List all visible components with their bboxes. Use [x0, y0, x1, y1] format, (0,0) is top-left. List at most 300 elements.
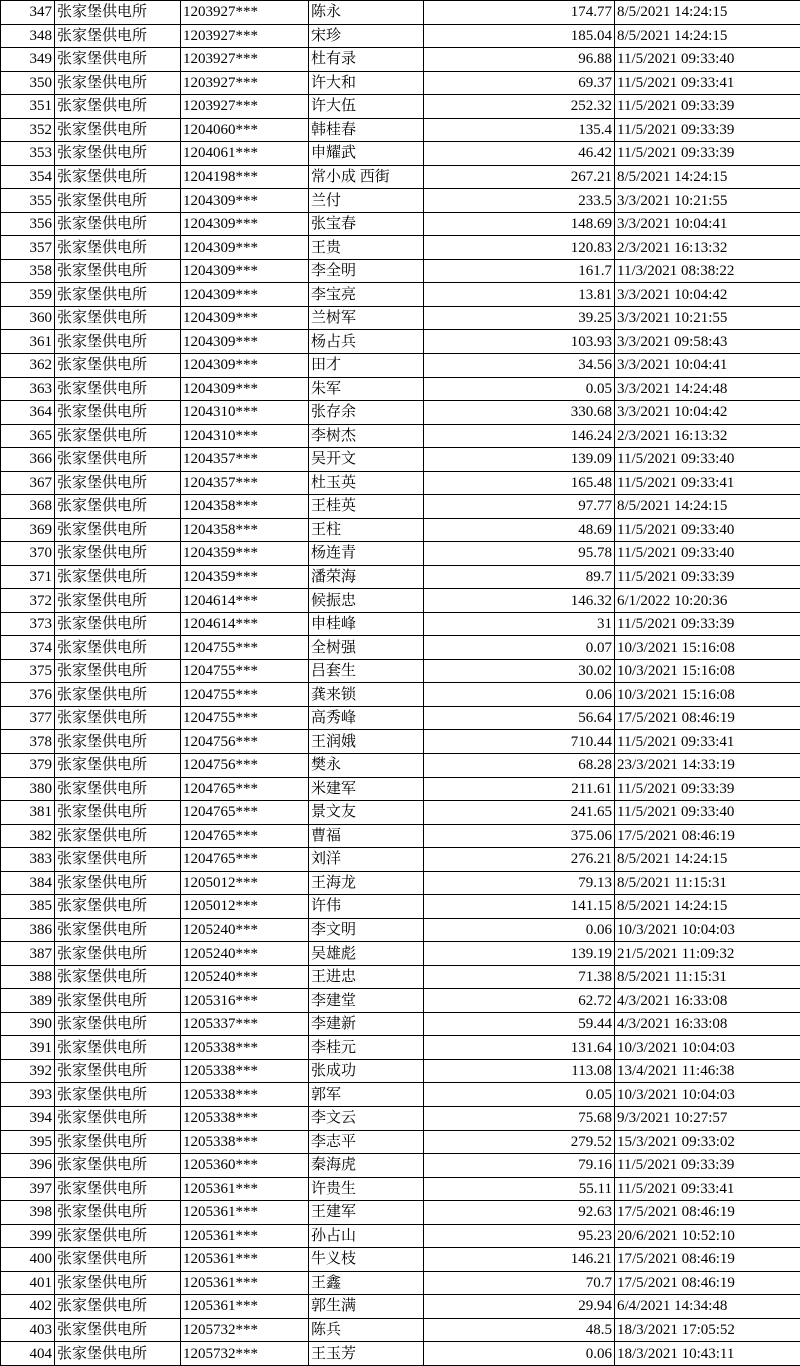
- row-index: 381: [1, 801, 55, 825]
- table-row: [1, 612, 800, 636]
- amount-cell: 95.78: [424, 542, 615, 566]
- name-cell: 王润娥: [309, 730, 424, 754]
- row-index: 380: [1, 777, 55, 801]
- amount-cell: 113.08: [424, 1059, 615, 1083]
- table-row: [1, 1177, 800, 1201]
- table-row: [1, 871, 800, 895]
- station-cell: 张家堡供电所: [55, 401, 181, 425]
- table-row: [1, 1059, 800, 1083]
- name-cell: 兰树军: [309, 306, 424, 330]
- name-cell: 宋珍: [309, 24, 424, 48]
- station-cell: 张家堡供电所: [55, 1318, 181, 1342]
- amount-cell: 233.5: [424, 189, 615, 213]
- account-cell: 1204309***: [181, 377, 309, 401]
- amount-cell: 161.7: [424, 259, 615, 283]
- row-index: 372: [1, 589, 55, 613]
- station-cell: 张家堡供电所: [55, 448, 181, 472]
- timestamp-cell: 8/5/2021 14:24:15: [615, 165, 800, 189]
- account-cell: 1205361***: [181, 1295, 309, 1319]
- amount-cell: 211.61: [424, 777, 615, 801]
- station-cell: 张家堡供电所: [55, 212, 181, 236]
- table-row: [1, 1036, 800, 1060]
- name-cell: 张存余: [309, 401, 424, 425]
- timestamp-cell: 3/3/2021 10:04:42: [615, 401, 800, 425]
- table-row: [1, 801, 800, 825]
- row-index: 355: [1, 189, 55, 213]
- timestamp-cell: 11/5/2021 09:33:39: [615, 118, 800, 142]
- timestamp-cell: 11/5/2021 09:33:39: [615, 612, 800, 636]
- table-row: [1, 283, 800, 307]
- row-index: 404: [1, 1342, 55, 1366]
- row-index: 349: [1, 48, 55, 72]
- row-index: 362: [1, 353, 55, 377]
- timestamp-cell: 9/3/2021 10:27:57: [615, 1106, 800, 1130]
- row-index: 367: [1, 471, 55, 495]
- name-cell: 候振忠: [309, 589, 424, 613]
- station-cell: 张家堡供电所: [55, 565, 181, 589]
- row-index: 387: [1, 942, 55, 966]
- timestamp-cell: 10/3/2021 10:04:03: [615, 1036, 800, 1060]
- name-cell: 秦海虎: [309, 1154, 424, 1178]
- amount-cell: 0.07: [424, 636, 615, 660]
- amount-cell: 139.19: [424, 942, 615, 966]
- timestamp-cell: 11/5/2021 09:33:40: [615, 801, 800, 825]
- table-row: [1, 448, 800, 472]
- amount-cell: 174.77: [424, 1, 615, 25]
- amount-cell: 70.7: [424, 1271, 615, 1295]
- station-cell: 张家堡供电所: [55, 330, 181, 354]
- row-index: 365: [1, 424, 55, 448]
- table-row: [1, 1106, 800, 1130]
- amount-cell: 141.15: [424, 895, 615, 919]
- account-cell: 1204309***: [181, 330, 309, 354]
- name-cell: 王海龙: [309, 871, 424, 895]
- row-index: 389: [1, 989, 55, 1013]
- table-row: [1, 730, 800, 754]
- station-cell: 张家堡供电所: [55, 918, 181, 942]
- amount-cell: 241.65: [424, 801, 615, 825]
- station-cell: 张家堡供电所: [55, 165, 181, 189]
- name-cell: 申桂峰: [309, 612, 424, 636]
- name-cell: 杨连青: [309, 542, 424, 566]
- amount-cell: 0.06: [424, 1342, 615, 1366]
- account-cell: 1203927***: [181, 1, 309, 25]
- station-cell: 张家堡供电所: [55, 1342, 181, 1366]
- table-row: [1, 189, 800, 213]
- account-cell: 1205240***: [181, 965, 309, 989]
- station-cell: 张家堡供电所: [55, 118, 181, 142]
- table-row: [1, 706, 800, 730]
- amount-cell: 89.7: [424, 565, 615, 589]
- amount-cell: 165.48: [424, 471, 615, 495]
- account-cell: 1204357***: [181, 448, 309, 472]
- row-index: 393: [1, 1083, 55, 1107]
- row-index: 356: [1, 212, 55, 236]
- name-cell: 田才: [309, 353, 424, 377]
- station-cell: 张家堡供电所: [55, 95, 181, 119]
- timestamp-cell: 3/3/2021 10:04:42: [615, 283, 800, 307]
- timestamp-cell: 21/5/2021 11:09:32: [615, 942, 800, 966]
- name-cell: 李宝亮: [309, 283, 424, 307]
- station-cell: 张家堡供电所: [55, 1, 181, 25]
- account-cell: 1204357***: [181, 471, 309, 495]
- station-cell: 张家堡供电所: [55, 1201, 181, 1225]
- timestamp-cell: 18/3/2021 17:05:52: [615, 1318, 800, 1342]
- table-row: [1, 353, 800, 377]
- amount-cell: 46.42: [424, 142, 615, 166]
- table-row: [1, 683, 800, 707]
- account-cell: 1204614***: [181, 589, 309, 613]
- row-index: 352: [1, 118, 55, 142]
- amount-cell: 131.64: [424, 1036, 615, 1060]
- row-index: 401: [1, 1271, 55, 1295]
- table-row: [1, 989, 800, 1013]
- account-cell: 1205240***: [181, 918, 309, 942]
- timestamp-cell: 10/3/2021 15:16:08: [615, 683, 800, 707]
- account-cell: 1205338***: [181, 1083, 309, 1107]
- table-row: [1, 377, 800, 401]
- station-cell: 张家堡供电所: [55, 283, 181, 307]
- row-index: 376: [1, 683, 55, 707]
- account-cell: 1205361***: [181, 1271, 309, 1295]
- name-cell: 李树杰: [309, 424, 424, 448]
- station-cell: 张家堡供电所: [55, 636, 181, 660]
- row-index: 375: [1, 659, 55, 683]
- timestamp-cell: 10/3/2021 15:16:08: [615, 636, 800, 660]
- account-cell: 1205316***: [181, 989, 309, 1013]
- row-index: 388: [1, 965, 55, 989]
- table-row: [1, 24, 800, 48]
- name-cell: 李文明: [309, 918, 424, 942]
- timestamp-cell: 8/5/2021 14:24:15: [615, 1, 800, 25]
- amount-cell: 48.5: [424, 1318, 615, 1342]
- amount-cell: 95.23: [424, 1224, 615, 1248]
- station-cell: 张家堡供电所: [55, 1012, 181, 1036]
- station-cell: 张家堡供电所: [55, 377, 181, 401]
- table-row: [1, 1083, 800, 1107]
- timestamp-cell: 6/1/2022 10:20:36: [615, 589, 800, 613]
- account-cell: 1204061***: [181, 142, 309, 166]
- table-row: [1, 424, 800, 448]
- account-cell: 1205732***: [181, 1318, 309, 1342]
- table-row: [1, 48, 800, 72]
- name-cell: 韩桂春: [309, 118, 424, 142]
- timestamp-cell: 3/3/2021 14:24:48: [615, 377, 800, 401]
- row-index: 360: [1, 306, 55, 330]
- timestamp-cell: 11/3/2021 08:38:22: [615, 259, 800, 283]
- account-cell: 1204310***: [181, 401, 309, 425]
- account-cell: 1204309***: [181, 189, 309, 213]
- account-cell: 1204755***: [181, 659, 309, 683]
- station-cell: 张家堡供电所: [55, 518, 181, 542]
- row-index: 396: [1, 1154, 55, 1178]
- timestamp-cell: 10/3/2021 15:16:08: [615, 659, 800, 683]
- timestamp-cell: 11/5/2021 09:33:41: [615, 71, 800, 95]
- amount-cell: 31: [424, 612, 615, 636]
- amount-cell: 139.09: [424, 448, 615, 472]
- station-cell: 张家堡供电所: [55, 848, 181, 872]
- row-index: 354: [1, 165, 55, 189]
- account-cell: 1204755***: [181, 706, 309, 730]
- name-cell: 许伟: [309, 895, 424, 919]
- timestamp-cell: 8/5/2021 11:15:31: [615, 965, 800, 989]
- amount-cell: 56.64: [424, 706, 615, 730]
- amount-cell: 148.69: [424, 212, 615, 236]
- amount-cell: 276.21: [424, 848, 615, 872]
- amount-cell: 279.52: [424, 1130, 615, 1154]
- amount-cell: 69.37: [424, 71, 615, 95]
- name-cell: 陈兵: [309, 1318, 424, 1342]
- timestamp-cell: 17/5/2021 08:46:19: [615, 1271, 800, 1295]
- amount-cell: 0.05: [424, 1083, 615, 1107]
- station-cell: 张家堡供电所: [55, 306, 181, 330]
- table-row: [1, 401, 800, 425]
- station-cell: 张家堡供电所: [55, 871, 181, 895]
- station-cell: 张家堡供电所: [55, 353, 181, 377]
- station-cell: 张家堡供电所: [55, 777, 181, 801]
- timestamp-cell: 15/3/2021 09:33:02: [615, 1130, 800, 1154]
- timestamp-cell: 3/3/2021 10:04:41: [615, 212, 800, 236]
- amount-cell: 0.06: [424, 683, 615, 707]
- timestamp-cell: 11/5/2021 09:33:40: [615, 542, 800, 566]
- name-cell: 张成功: [309, 1059, 424, 1083]
- station-cell: 张家堡供电所: [55, 730, 181, 754]
- account-cell: 1204310***: [181, 424, 309, 448]
- account-cell: 1204309***: [181, 353, 309, 377]
- name-cell: 许大和: [309, 71, 424, 95]
- timestamp-cell: 10/3/2021 10:04:03: [615, 918, 800, 942]
- station-cell: 张家堡供电所: [55, 589, 181, 613]
- row-index: 395: [1, 1130, 55, 1154]
- table-row: [1, 1, 800, 25]
- name-cell: 杜玉英: [309, 471, 424, 495]
- table-row: [1, 636, 800, 660]
- row-index: 384: [1, 871, 55, 895]
- table-row: [1, 589, 800, 613]
- name-cell: 李建堂: [309, 989, 424, 1013]
- row-index: 358: [1, 259, 55, 283]
- amount-cell: 103.93: [424, 330, 615, 354]
- timestamp-cell: 4/3/2021 16:33:08: [615, 989, 800, 1013]
- timestamp-cell: 4/3/2021 16:33:08: [615, 1012, 800, 1036]
- amount-cell: 62.72: [424, 989, 615, 1013]
- table-row: [1, 1342, 800, 1366]
- row-index: 366: [1, 448, 55, 472]
- account-cell: 1203927***: [181, 24, 309, 48]
- name-cell: 李桂元: [309, 1036, 424, 1060]
- row-index: 371: [1, 565, 55, 589]
- station-cell: 张家堡供电所: [55, 1177, 181, 1201]
- station-cell: 张家堡供电所: [55, 754, 181, 778]
- table-row: [1, 471, 800, 495]
- table-row: [1, 71, 800, 95]
- table-row: [1, 659, 800, 683]
- table-row: [1, 306, 800, 330]
- amount-cell: 120.83: [424, 236, 615, 260]
- account-cell: 1204309***: [181, 259, 309, 283]
- table-row: [1, 1295, 800, 1319]
- amount-cell: 252.32: [424, 95, 615, 119]
- timestamp-cell: 11/5/2021 09:33:40: [615, 48, 800, 72]
- amount-cell: 79.16: [424, 1154, 615, 1178]
- table-row: [1, 1012, 800, 1036]
- row-index: 377: [1, 706, 55, 730]
- amount-cell: 68.28: [424, 754, 615, 778]
- timestamp-cell: 10/3/2021 10:04:03: [615, 1083, 800, 1107]
- table-row: [1, 259, 800, 283]
- row-index: 379: [1, 754, 55, 778]
- row-index: 378: [1, 730, 55, 754]
- row-index: 373: [1, 612, 55, 636]
- account-cell: 1203927***: [181, 95, 309, 119]
- amount-cell: 29.94: [424, 1295, 615, 1319]
- station-cell: 张家堡供电所: [55, 942, 181, 966]
- table-row: [1, 918, 800, 942]
- table-row: [1, 1154, 800, 1178]
- account-cell: 1204755***: [181, 683, 309, 707]
- timestamp-cell: 18/3/2021 10:43:11: [615, 1342, 800, 1366]
- timestamp-cell: 17/5/2021 08:46:19: [615, 1248, 800, 1272]
- account-cell: 1204765***: [181, 848, 309, 872]
- table-row: [1, 518, 800, 542]
- table-row: [1, 1224, 800, 1248]
- row-index: 400: [1, 1248, 55, 1272]
- timestamp-cell: 3/3/2021 10:21:55: [615, 306, 800, 330]
- table-row: [1, 118, 800, 142]
- account-cell: 1204309***: [181, 283, 309, 307]
- name-cell: 孙占山: [309, 1224, 424, 1248]
- station-cell: 张家堡供电所: [55, 612, 181, 636]
- amount-cell: 79.13: [424, 871, 615, 895]
- station-cell: 张家堡供电所: [55, 542, 181, 566]
- account-cell: 1204765***: [181, 777, 309, 801]
- account-cell: 1204309***: [181, 306, 309, 330]
- amount-cell: 135.4: [424, 118, 615, 142]
- timestamp-cell: 17/5/2021 08:46:19: [615, 706, 800, 730]
- timestamp-cell: 11/5/2021 09:33:39: [615, 95, 800, 119]
- timestamp-cell: 3/3/2021 09:58:43: [615, 330, 800, 354]
- account-cell: 1205240***: [181, 942, 309, 966]
- account-cell: 1204765***: [181, 824, 309, 848]
- name-cell: 米建军: [309, 777, 424, 801]
- station-cell: 张家堡供电所: [55, 1036, 181, 1060]
- table-row: [1, 542, 800, 566]
- account-cell: 1204765***: [181, 801, 309, 825]
- row-index: 374: [1, 636, 55, 660]
- name-cell: 王建军: [309, 1201, 424, 1225]
- table-row: [1, 777, 800, 801]
- table-row: [1, 165, 800, 189]
- name-cell: 吕套生: [309, 659, 424, 683]
- station-cell: 张家堡供电所: [55, 24, 181, 48]
- row-index: 368: [1, 495, 55, 519]
- account-cell: 1205338***: [181, 1059, 309, 1083]
- name-cell: 许贵生: [309, 1177, 424, 1201]
- account-cell: 1204756***: [181, 730, 309, 754]
- amount-cell: 71.38: [424, 965, 615, 989]
- table-row: [1, 236, 800, 260]
- timestamp-cell: 11/5/2021 09:33:39: [615, 142, 800, 166]
- account-cell: 1205338***: [181, 1130, 309, 1154]
- timestamp-cell: 17/5/2021 08:46:19: [615, 824, 800, 848]
- row-index: 397: [1, 1177, 55, 1201]
- station-cell: 张家堡供电所: [55, 1083, 181, 1107]
- amount-cell: 375.06: [424, 824, 615, 848]
- account-cell: 1204309***: [181, 212, 309, 236]
- timestamp-cell: 8/5/2021 11:15:31: [615, 871, 800, 895]
- row-index: 391: [1, 1036, 55, 1060]
- timestamp-cell: 3/3/2021 10:21:55: [615, 189, 800, 213]
- name-cell: 曹福: [309, 824, 424, 848]
- name-cell: 李建新: [309, 1012, 424, 1036]
- station-cell: 张家堡供电所: [55, 965, 181, 989]
- row-index: 359: [1, 283, 55, 307]
- station-cell: 张家堡供电所: [55, 659, 181, 683]
- table-row: [1, 895, 800, 919]
- name-cell: 王鑫: [309, 1271, 424, 1295]
- account-cell: 1205732***: [181, 1342, 309, 1366]
- table-row: [1, 565, 800, 589]
- table-row: [1, 965, 800, 989]
- amount-cell: 39.25: [424, 306, 615, 330]
- account-cell: 1204755***: [181, 636, 309, 660]
- row-index: 402: [1, 1295, 55, 1319]
- station-cell: 张家堡供电所: [55, 142, 181, 166]
- table-row: [1, 1248, 800, 1272]
- row-index: 363: [1, 377, 55, 401]
- amount-cell: 55.11: [424, 1177, 615, 1201]
- name-cell: 李志平: [309, 1130, 424, 1154]
- station-cell: 张家堡供电所: [55, 1224, 181, 1248]
- name-cell: 高秀峰: [309, 706, 424, 730]
- row-index: 364: [1, 401, 55, 425]
- amount-cell: 267.21: [424, 165, 615, 189]
- amount-cell: 0.06: [424, 918, 615, 942]
- name-cell: 王贵: [309, 236, 424, 260]
- name-cell: 王柱: [309, 518, 424, 542]
- timestamp-cell: 2/3/2021 16:13:32: [615, 424, 800, 448]
- amount-cell: 13.81: [424, 283, 615, 307]
- timestamp-cell: 11/5/2021 09:33:39: [615, 1154, 800, 1178]
- row-index: 357: [1, 236, 55, 260]
- name-cell: 杨占兵: [309, 330, 424, 354]
- amount-cell: 146.32: [424, 589, 615, 613]
- timestamp-cell: 11/5/2021 09:33:41: [615, 1177, 800, 1201]
- table-row: [1, 1318, 800, 1342]
- account-cell: 1205338***: [181, 1106, 309, 1130]
- name-cell: 景文友: [309, 801, 424, 825]
- account-cell: 1204359***: [181, 542, 309, 566]
- row-index: 392: [1, 1059, 55, 1083]
- name-cell: 申耀武: [309, 142, 424, 166]
- name-cell: 郭军: [309, 1083, 424, 1107]
- table-row: [1, 848, 800, 872]
- name-cell: 刘洋: [309, 848, 424, 872]
- name-cell: 常小成 西街: [309, 165, 424, 189]
- timestamp-cell: 11/5/2021 09:33:39: [615, 565, 800, 589]
- table-row: [1, 142, 800, 166]
- name-cell: 王进忠: [309, 965, 424, 989]
- row-index: 348: [1, 24, 55, 48]
- station-cell: 张家堡供电所: [55, 683, 181, 707]
- amount-cell: 59.44: [424, 1012, 615, 1036]
- station-cell: 张家堡供电所: [55, 1248, 181, 1272]
- account-cell: 1204756***: [181, 754, 309, 778]
- name-cell: 兰付: [309, 189, 424, 213]
- name-cell: 王玉芳: [309, 1342, 424, 1366]
- table-row: [1, 212, 800, 236]
- station-cell: 张家堡供电所: [55, 706, 181, 730]
